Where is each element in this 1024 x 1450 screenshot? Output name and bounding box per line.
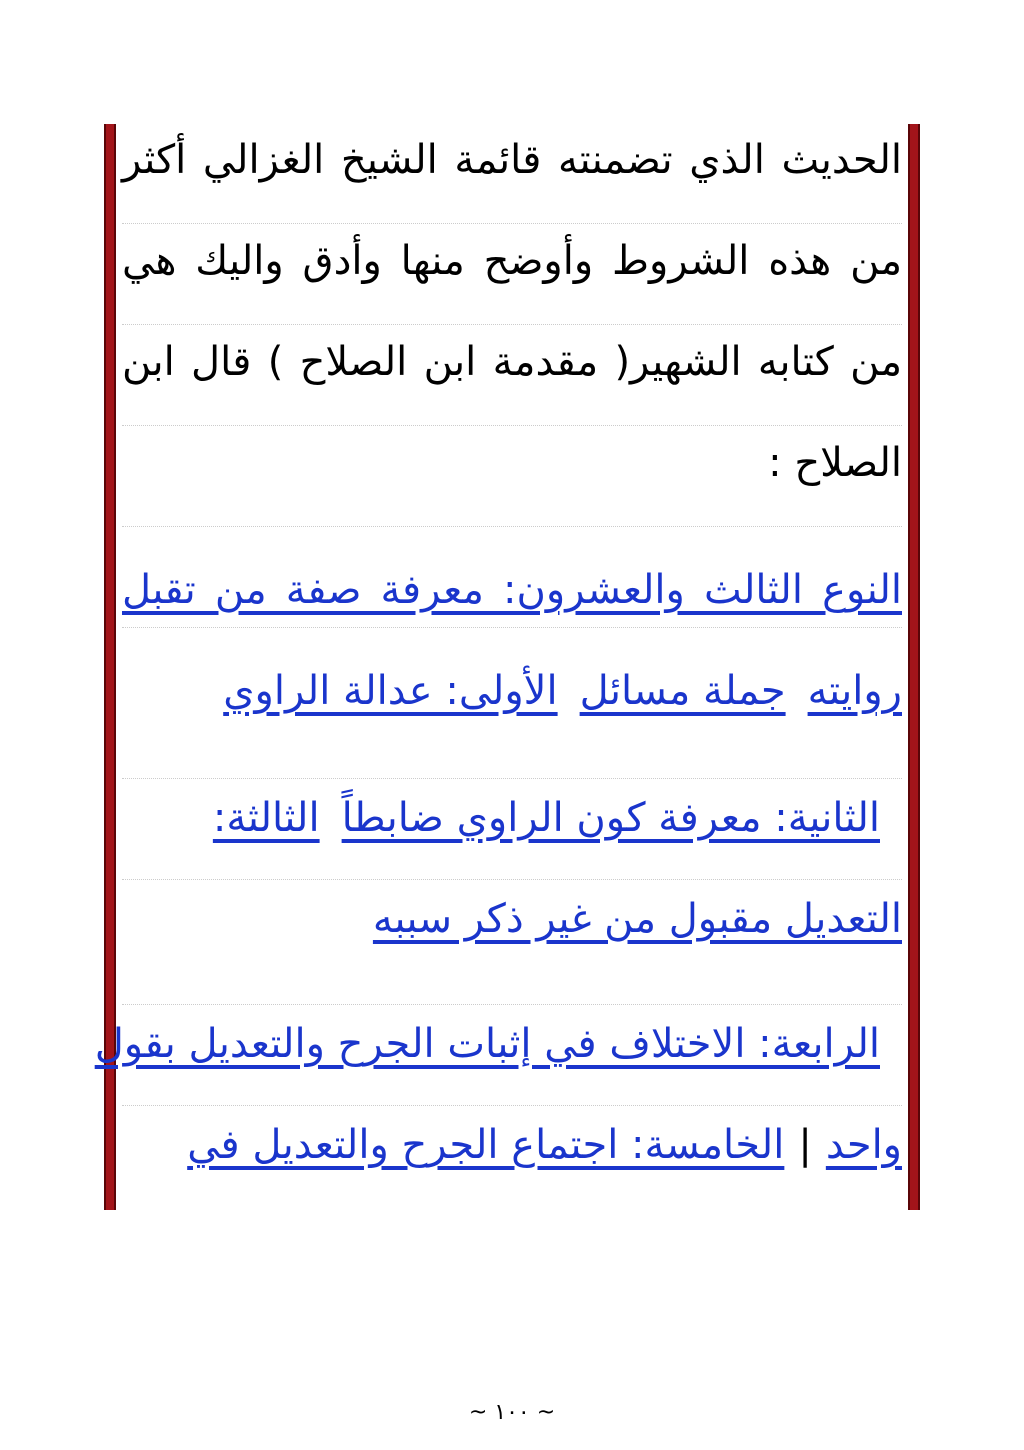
line-divider xyxy=(122,1105,902,1106)
paragraph-line: من كتابه الشهير( مقدمة ابن الصلاح ) قال ابن xyxy=(122,339,902,385)
line-divider xyxy=(122,1004,902,1005)
text-frame xyxy=(94,124,902,1210)
link-line xyxy=(122,1115,902,1175)
page-number: ~ ١٠٠ ~ xyxy=(468,1400,556,1425)
paragraph-line: من هذه الشروط وأوضح منها وأدق واليك هي xyxy=(122,238,902,284)
link-type-23-continued[interactable]: روايته xyxy=(807,668,902,714)
link-issue-1[interactable]: الأولى: عدالة الراوي xyxy=(223,668,558,714)
paragraph-line: الحديث الذي تضمنته قائمة الشيخ الغزالي أكثر xyxy=(122,137,902,183)
link-issues-group[interactable]: جملة مسائل xyxy=(579,668,786,714)
link-issue-4-continued[interactable]: واحد xyxy=(825,1122,902,1168)
link-line xyxy=(122,889,902,949)
line-divider xyxy=(122,324,902,325)
page-frame-right-border xyxy=(908,124,920,1210)
link-type-23-title[interactable]: النوع الثالث والعشرون: معرفة صفة من تقبل xyxy=(122,567,902,613)
line-divider xyxy=(122,425,902,426)
link-issue-3[interactable]: التعديل مقبول من غير ذكر سببه xyxy=(372,896,902,942)
link-separator: | xyxy=(798,1122,812,1168)
link-line xyxy=(122,788,880,848)
link-issue-5[interactable]: الخامسة: اجتماع الجرح والتعديل في xyxy=(187,1122,785,1168)
link-line xyxy=(122,560,902,620)
link-line xyxy=(122,661,902,721)
link-issue-3-heading[interactable]: الثالثة: xyxy=(212,795,320,841)
line-divider xyxy=(122,526,902,527)
link-issue-2[interactable]: الثانية: معرفة كون الراوي ضابطاً xyxy=(341,795,880,841)
line-divider xyxy=(122,778,902,779)
line-divider xyxy=(122,223,902,224)
link-issue-4[interactable]: الرابعة: الاختلاف في إثبات الجرح والتعديل بقول xyxy=(94,1021,880,1067)
line-divider xyxy=(122,879,902,880)
paragraph-line: الصلاح : xyxy=(768,440,902,486)
line-divider xyxy=(122,627,902,628)
link-line xyxy=(94,1014,880,1074)
